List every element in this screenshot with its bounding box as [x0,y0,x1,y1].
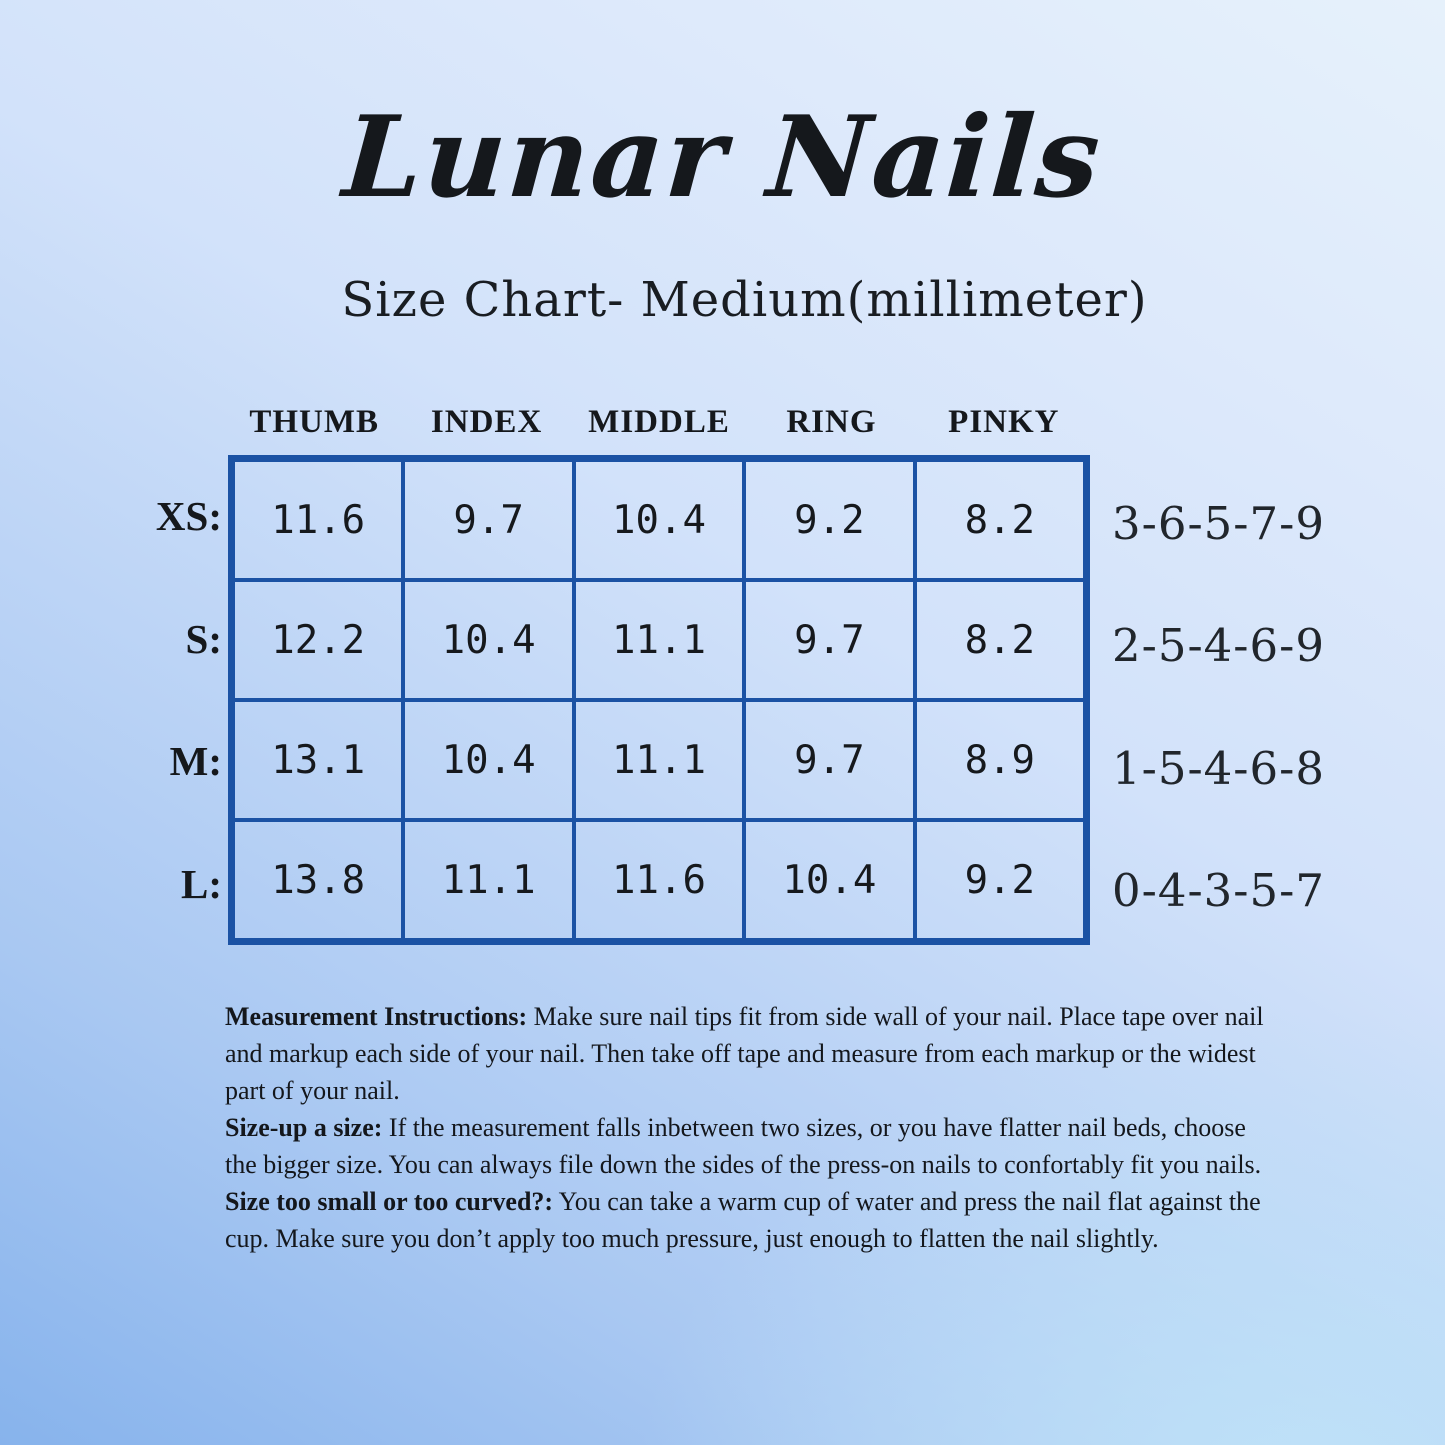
size-code-l: 0-4-3-5-7 [1112,864,1325,918]
cell-s-index: 10.4 [403,580,573,700]
table-row-labels [96,455,222,945]
cell-xs-thumb: 11.6 [233,460,403,580]
cell-s-pinky: 8.2 [915,580,1085,700]
measurement-instructions-text: Make sure nail tips fit from side wall of your nail. Place tape over nail and markup each side of your nail. Then take off tape and measure from each markup or the widest part of your nail. [225,1002,1264,1105]
size-code-m: 1-5-4-6-8 [1112,741,1325,795]
row-label-l: L: [181,860,222,907]
cell-m-index: 10.4 [403,700,573,820]
row-label-s: S: [185,615,222,662]
size-code-list [1112,462,1362,952]
size-up-paragraph [225,1109,1273,1183]
table-column-headers [228,399,1090,445]
too-small-label: Size too small or too curved?: [225,1187,554,1216]
page-title: Size Chart- Medium(millimeter) [341,272,1148,328]
column-header-thumb: THUMB [249,403,380,440]
size-up-text: If the measurement falls inbetween two sizes, or you have flatter nail beds, choose the bigger size. You can always file down the sides of the press-on nails to confortably fit you nails. [225,1113,1262,1179]
size-table [228,455,1090,945]
measurement-instructions-label: Measurement Instructions: [225,1002,528,1031]
cell-l-pinky: 9.2 [915,820,1085,940]
cell-xs-index: 9.7 [403,460,573,580]
cell-l-index: 11.1 [403,820,573,940]
cell-l-ring: 10.4 [744,820,914,940]
size-code-xs: 3-6-5-7-9 [1112,496,1325,550]
cell-l-thumb: 13.8 [233,820,403,940]
size-code-s: 2-5-4-6-9 [1112,619,1325,673]
cell-s-ring: 9.7 [744,580,914,700]
cell-m-ring: 9.7 [744,700,914,820]
instructions-block [225,998,1273,1257]
cell-l-middle: 11.6 [574,820,744,940]
row-label-xs: XS: [155,493,222,540]
size-up-label: Size-up a size: [225,1113,383,1142]
row-label-m: M: [169,738,222,785]
cell-m-pinky: 8.9 [915,700,1085,820]
cell-xs-pinky: 8.2 [915,460,1085,580]
cell-s-thumb: 12.2 [233,580,403,700]
brand-title: Lunar Nails [339,92,1106,223]
cell-xs-middle: 10.4 [574,460,744,580]
column-header-pinky: PINKY [948,403,1060,440]
column-header-middle: MIDDLE [588,403,730,440]
cell-m-middle: 11.1 [574,700,744,820]
cell-m-thumb: 13.1 [233,700,403,820]
column-header-index: INDEX [430,403,543,440]
cell-xs-ring: 9.2 [744,460,914,580]
too-small-text: You can take a warm cup of water and press the nail flat against the cup. Make sure you don’t apply too much pressure, just enough to flatten the nail slightly. [225,1187,1261,1253]
cell-s-middle: 11.1 [574,580,744,700]
too-small-paragraph [225,1183,1273,1257]
measurement-instructions-paragraph [225,998,1273,1109]
column-header-ring: RING [786,403,877,440]
